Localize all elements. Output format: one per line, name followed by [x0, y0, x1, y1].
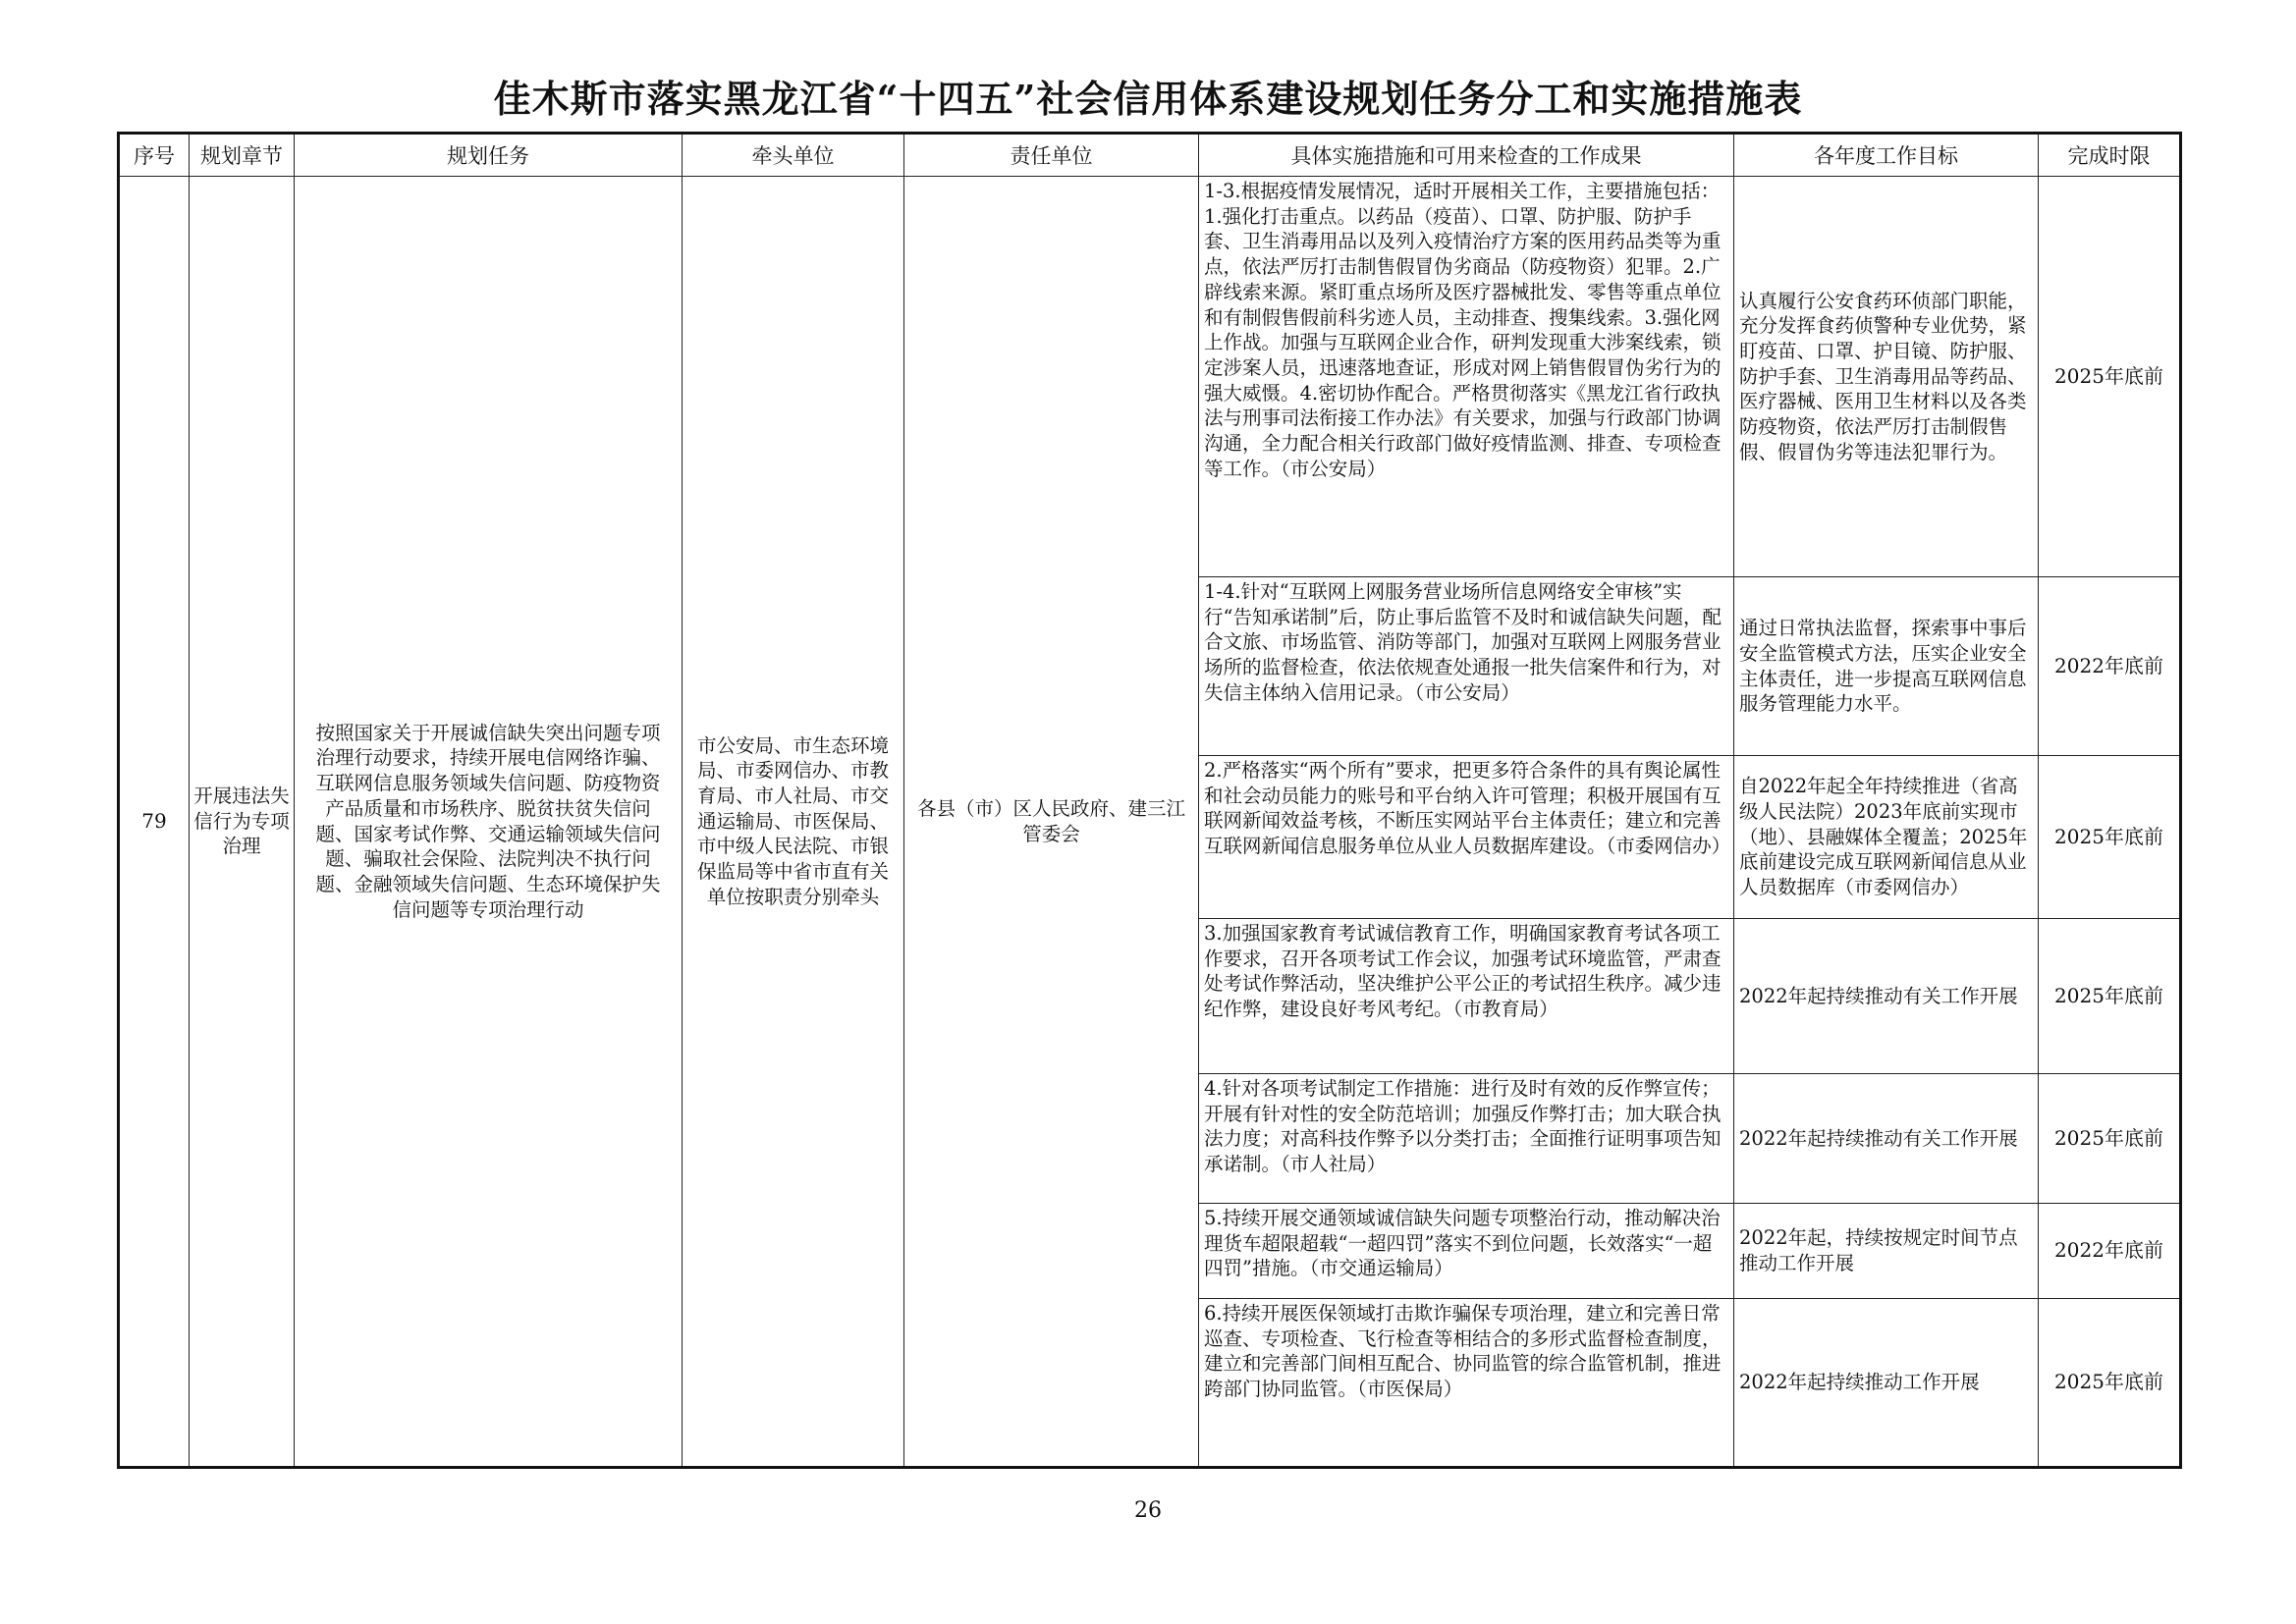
deadline-text: 2022年底前	[2054, 653, 2163, 677]
goal-text: 认真履行公安食药环侦部门职能，充分发挥食药侦警种专业优势，紧盯疫苗、口罩、护目镜、防护服、防护手套、卫生消毒用品等药品、医疗器械、医用卫生材料以及各类防疫物资，依法严厉打击制假售假、假冒伪劣等违法犯罪行为。	[1739, 289, 2027, 463]
seq-cell	[119, 177, 190, 1468]
goal-cell	[1734, 1299, 2039, 1468]
measure-text: 6.持续开展医保领域打击欺诈骗保专项治理，建立和完善日常巡查、专项检查、飞行检查等相结合的多形式监督检查制度，建立和完善部门间相互配合、协同监管的综合监管机制，推进跨部门协同监管。（市医保局）	[1204, 1302, 1722, 1401]
goal-cell	[1734, 177, 2039, 577]
measure-text: 2.严格落实“两个所有”要求，把更多符合条件的具有舆论属性和社会动员能力的账号和平台纳入许可管理；积极开展国有互联网新闻效益考核，不断压实网站平台主体责任；建立和完善互联网新闻信息服务单位从业人员数据库建设。（市委网信办）	[1204, 759, 1731, 858]
deadline-text: 2025年底前	[2054, 824, 2163, 848]
header-annual-goals: 各年度工作目标	[1734, 134, 2039, 177]
page-number: 26	[1134, 1498, 1162, 1523]
measure-text: 1-3.根据疫情发展情况，适时开展相关工作，主要措施包括：1.强化打击重点。以药品（疫苗）、口罩、防护服、防护手套、卫生消毒用品以及列入疫情治疗方案的医用药品类等为重点，依法严厉打击制售假冒伪劣商品（防疫物资）犯罪。2.广辟线索来源。紧盯重点场所及医疗器械批发、零售等重点单位和有制假售假前科劣迹人员，主动排查、搜集线索。3.强化网上作战。加强与互联网企业合作，研判发现重大涉案线索，锁定涉案人员，迅速落地查证，形成对网上销售假冒伪劣行为的强大威慑。4.密切协作配合。严格贯彻落实《黑龙江省行政执法与刑事司法衔接工作办法》有关要求，加强与行政部门协调沟通，全力配合相关行政部门做好疫情监测、排查、专项检查等工作。（市公安局）	[1204, 180, 1722, 480]
deadline-cell	[2039, 577, 2181, 756]
measure-text: 1-4.针对“互联网上网服务营业场所信息网络安全审核”实行“告知承诺制”后，防止事后监管不及时和诚信缺失问题，配合文旅、市场监管、消防等部门，加强对互联网上网服务营业场所的监督检查，依法依规查处通报一批失信案件和行为，对失信主体纳入信用记录。（市公安局）	[1204, 580, 1722, 704]
lead-unit-cell	[683, 177, 904, 1468]
measure-cell	[1199, 1204, 1734, 1299]
measure-cell	[1199, 177, 1734, 577]
header-measures: 具体实施措施和可用来检查的工作成果	[1199, 134, 1734, 177]
responsible-unit-text: 各县（市）区人民政府、建三江管委会	[916, 796, 1185, 845]
goal-text: 2022年起，持续按规定时间节点推动工作开展	[1739, 1226, 2018, 1274]
measure-cell	[1199, 919, 1734, 1074]
goal-cell	[1734, 1204, 2039, 1299]
measure-text: 5.持续开展交通领域诚信缺失问题专项整治行动，推动解决治理货车超限超载“一超四罚”落实不到位问题，长效落实“一超四罚”措施。（市交通运输局）	[1204, 1207, 1721, 1280]
deadline-cell	[2039, 919, 2181, 1074]
header-seq: 序号	[119, 134, 190, 177]
goal-cell	[1734, 577, 2039, 756]
header-chapter: 规划章节	[190, 134, 295, 177]
measure-cell	[1199, 577, 1734, 756]
goal-text: 2022年起持续推动工作开展	[1739, 1371, 1980, 1394]
goal-text: 2022年起持续推动有关工作开展	[1739, 1126, 2018, 1150]
task-table	[117, 132, 2182, 1469]
goal-cell	[1734, 756, 2039, 919]
document-title: 佳木斯市落实黑龙江省“十四五”社会信用体系建设规划任务分工和实施措施表	[493, 77, 1803, 121]
header-lead-unit: 牵头单位	[683, 134, 904, 177]
deadline-cell	[2039, 1299, 2181, 1468]
deadline-text: 2025年底前	[2054, 363, 2163, 388]
table-header-row	[119, 134, 2181, 177]
deadline-text: 2025年底前	[2054, 1125, 2163, 1150]
deadline-text: 2025年底前	[2054, 1370, 2163, 1394]
deadline-text: 2025年底前	[2054, 983, 2163, 1007]
deadline-cell	[2039, 1204, 2181, 1299]
lead-unit-text: 市公安局、市生态环境局、市委网信办、市教育局、市人社局、市交通运输局、市医保局、市中级人民法院、市银保监局等中省市直有关单位按职责分别牵头	[696, 733, 889, 908]
deadline-cell	[2039, 1074, 2181, 1204]
measure-text: 3.加强国家教育考试诚信教育工作，明确国家教育考试各项工作要求，召开各项考试工作会议，加强考试环境监管，严肃查处考试作弊活动，坚决维护公平公正的考试招生秩序。减少违纪作弊，建设良好考风考纪。（市教育局）	[1204, 922, 1722, 1021]
measure-cell	[1199, 1074, 1734, 1204]
chapter-cell	[190, 177, 295, 1468]
deadline-text: 2022年底前	[2054, 1238, 2163, 1263]
measure-cell	[1199, 756, 1734, 919]
seq-number: 79	[141, 808, 167, 833]
goal-cell	[1734, 919, 2039, 1074]
task-text: 按照国家关于开展诚信缺失突出问题专项治理行动要求，持续开展电信网络诈骗、互联网信息服务领域失信问题、防疫物资产品质量和市场秩序、脱贫扶贫失信问题、国家考试作弊、交通运输领域失信问题、骗取社会保险、法院判决不执行问题、金融领域失信问题、生态环境保护失信问题等专项治理行动	[315, 721, 661, 921]
goal-cell	[1734, 1074, 2039, 1204]
table-row	[119, 177, 2181, 577]
responsible-unit-cell	[904, 177, 1199, 1468]
deadline-cell	[2039, 177, 2181, 577]
measure-text: 4.针对各项考试制定工作措施：进行及时有效的反作弊宣传；开展有针对性的安全防范培训；加强反作弊打击；加大联合执法力度；对高科技作弊予以分类打击；全面推行证明事项告知承诺制。（市人社局）	[1204, 1077, 1722, 1176]
header-deadline: 完成时限	[2039, 134, 2181, 177]
goal-text: 通过日常执法监督，探索事中事后安全监管模式方法，压实企业安全主体责任，进一步提高互联网信息服务管理能力水平。	[1739, 617, 2027, 716]
chapter-text: 开展违法失信行为专项治理	[193, 784, 290, 858]
header-task: 规划任务	[295, 134, 683, 177]
header-responsible-unit: 责任单位	[904, 134, 1199, 177]
goal-text: 自2022年起全年持续推进（省高级人民法院）2023年底前实现市（地）、县融媒体全覆盖；2025年底前建设完成互联网新闻信息从业人员数据库（市委网信办）	[1739, 775, 2028, 899]
task-cell	[295, 177, 683, 1468]
goal-text: 2022年起持续推动有关工作开展	[1739, 984, 2018, 1007]
measure-cell	[1199, 1299, 1734, 1468]
deadline-cell	[2039, 756, 2181, 919]
